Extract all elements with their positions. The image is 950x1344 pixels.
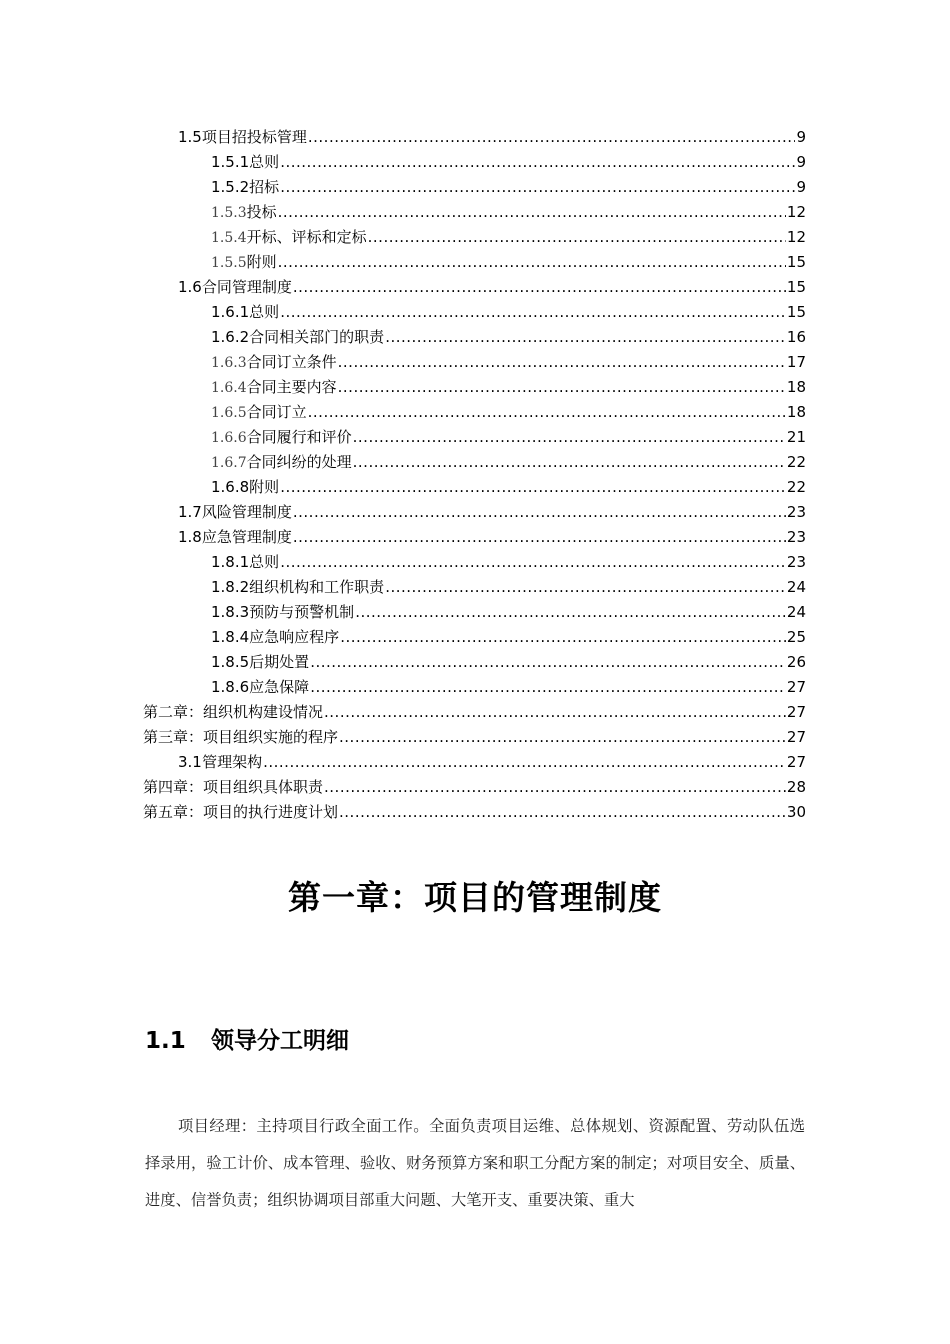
toc-entry-title: 总则 bbox=[249, 303, 280, 321]
toc-entry-number: 1.6.8 bbox=[211, 478, 250, 496]
toc-entry-title: 第五章：项目的执行进度计划 bbox=[143, 803, 339, 821]
toc-entry-page: 26 bbox=[786, 653, 806, 671]
toc-entry-title: 第四章：项目组织具体职责 bbox=[143, 778, 324, 796]
toc-entry-title: 合同相关部门的职责 bbox=[249, 328, 385, 346]
toc-entry-number: 1.5.1 bbox=[211, 153, 250, 171]
table-of-contents bbox=[143, 125, 806, 825]
toc-entry-number: 1.8.4 bbox=[211, 628, 250, 646]
toc-entry-number: 1.6.1 bbox=[211, 303, 250, 321]
toc-dot-leader bbox=[324, 700, 786, 725]
toc-entry-title: 合同订立 bbox=[246, 403, 307, 421]
toc-entry-title: 组织机构和工作职责 bbox=[249, 578, 385, 596]
toc-dot-leader bbox=[310, 675, 786, 700]
toc-dot-leader bbox=[280, 550, 786, 575]
toc-entry-title: 总则 bbox=[249, 553, 280, 571]
section-number: 1.1 bbox=[145, 1028, 186, 1054]
toc-entry-title: 合同履行和评价 bbox=[246, 428, 352, 446]
toc-entry-title: 合同纠纷的处理 bbox=[246, 453, 352, 471]
toc-dot-leader bbox=[385, 325, 786, 350]
toc-entry-title: 招标 bbox=[249, 178, 280, 196]
toc-entry-number: 1.5.2 bbox=[211, 178, 250, 196]
body-paragraph: 项目经理：主持项目行政全面工作。全面负责项目运维、总体规划、资源配置、劳动队伍选择录用，验工计价、成本管理、验收、财务预算方案和职工分配方案的制定；对项目安全、质量、进度、信誉负责；组织协调项目部重大问题、大笔开支、重要决策、重大 bbox=[145, 1117, 805, 1209]
toc-dot-leader bbox=[278, 200, 786, 225]
toc-dot-leader bbox=[278, 250, 786, 275]
toc-entry[interactable] bbox=[143, 475, 806, 500]
toc-entry[interactable] bbox=[143, 500, 806, 525]
toc-entry-number: 1.8.2 bbox=[211, 578, 250, 596]
toc-entry-page: 9 bbox=[796, 128, 806, 146]
toc-entry-number: 1.6.7 bbox=[211, 455, 247, 471]
toc-entry[interactable] bbox=[143, 800, 806, 825]
toc-dot-leader bbox=[339, 725, 786, 750]
toc-entry-page: 23 bbox=[786, 553, 806, 571]
toc-entry-page: 9 bbox=[796, 153, 806, 171]
toc-dot-leader bbox=[263, 750, 786, 775]
toc-entry-title: 合同管理制度 bbox=[201, 278, 292, 296]
toc-entry-page: 27 bbox=[786, 753, 806, 771]
toc-dot-leader bbox=[339, 800, 786, 825]
toc-entry[interactable] bbox=[143, 625, 806, 650]
toc-entry-number: 1.6.2 bbox=[211, 328, 250, 346]
toc-entry-number: 1.5.5 bbox=[211, 255, 247, 271]
toc-entry-page: 15 bbox=[786, 278, 806, 296]
toc-entry-number: 1.6.6 bbox=[211, 430, 247, 446]
toc-entry-page: 24 bbox=[786, 603, 806, 621]
toc-entry-title: 应急管理制度 bbox=[201, 528, 292, 546]
toc-entry-page: 9 bbox=[796, 178, 806, 196]
toc-dot-leader bbox=[310, 650, 786, 675]
toc-dot-leader bbox=[355, 600, 786, 625]
toc-entry[interactable] bbox=[143, 525, 806, 550]
toc-dot-leader bbox=[280, 475, 786, 500]
toc-dot-leader bbox=[338, 350, 786, 375]
toc-entry-number: 1.8 bbox=[178, 528, 202, 546]
chapter-title: 第一章：项目的管理制度 bbox=[288, 878, 662, 917]
toc-entry-page: 12 bbox=[786, 203, 806, 221]
toc-entry[interactable] bbox=[143, 700, 806, 725]
toc-entry-title: 合同主要内容 bbox=[246, 378, 337, 396]
toc-entry[interactable] bbox=[143, 725, 806, 750]
toc-entry-number: 1.6.5 bbox=[211, 405, 247, 421]
toc-entry-number: 1.5.3 bbox=[211, 205, 247, 221]
toc-entry[interactable] bbox=[143, 600, 806, 625]
toc-entry-title: 应急响应程序 bbox=[249, 628, 340, 646]
toc-entry[interactable] bbox=[143, 550, 806, 575]
toc-entry-page: 28 bbox=[786, 778, 806, 796]
toc-entry-number: 1.6 bbox=[178, 278, 202, 296]
toc-entry-title: 应急保障 bbox=[249, 678, 310, 696]
section-heading bbox=[145, 1022, 349, 1055]
toc-dot-leader bbox=[338, 375, 786, 400]
toc-entry-page: 30 bbox=[786, 803, 806, 821]
toc-entry-page: 18 bbox=[786, 378, 806, 396]
toc-entry-number: 1.5 bbox=[178, 128, 202, 146]
toc-entry-number: 1.8.1 bbox=[211, 553, 250, 571]
toc-entry-page: 25 bbox=[786, 628, 806, 646]
toc-entry-page: 18 bbox=[786, 403, 806, 421]
toc-dot-leader bbox=[280, 300, 786, 325]
toc-entry[interactable] bbox=[143, 650, 806, 675]
toc-dot-leader bbox=[293, 500, 786, 525]
toc-entry-page: 15 bbox=[786, 303, 806, 321]
toc-entry-title: 附则 bbox=[249, 478, 280, 496]
toc-entry-page: 15 bbox=[786, 253, 806, 271]
toc-entry-number: 3.1 bbox=[178, 753, 202, 771]
toc-entry[interactable] bbox=[143, 750, 806, 775]
toc-dot-leader bbox=[293, 275, 786, 300]
toc-entry-page: 23 bbox=[786, 503, 806, 521]
toc-entry[interactable] bbox=[143, 125, 806, 150]
toc-entry[interactable] bbox=[143, 400, 806, 425]
toc-entry-number: 1.8.6 bbox=[211, 678, 250, 696]
toc-entry-number: 1.7 bbox=[178, 503, 202, 521]
toc-dot-leader bbox=[368, 225, 786, 250]
toc-dot-leader bbox=[385, 575, 786, 600]
toc-entry[interactable] bbox=[143, 450, 806, 475]
toc-entry-page: 24 bbox=[786, 578, 806, 596]
toc-entry-page: 21 bbox=[786, 428, 806, 446]
toc-entry-page: 16 bbox=[786, 328, 806, 346]
toc-entry[interactable] bbox=[143, 425, 806, 450]
toc-entry[interactable] bbox=[143, 150, 806, 175]
toc-entry[interactable] bbox=[143, 325, 806, 350]
toc-entry-title: 管理架构 bbox=[202, 753, 263, 771]
toc-entry-title: 风险管理制度 bbox=[201, 503, 292, 521]
toc-dot-leader bbox=[340, 625, 786, 650]
toc-entry-number: 1.6.3 bbox=[211, 355, 247, 371]
toc-entry[interactable] bbox=[143, 675, 806, 700]
toc-entry-page: 12 bbox=[786, 228, 806, 246]
toc-entry-title: 预防与预警机制 bbox=[249, 603, 355, 621]
section-title: 领导分工明细 bbox=[211, 1028, 349, 1054]
toc-dot-leader bbox=[293, 525, 786, 550]
toc-entry[interactable] bbox=[143, 225, 806, 250]
toc-entry[interactable] bbox=[143, 575, 806, 600]
toc-entry[interactable] bbox=[143, 300, 806, 325]
toc-entry-number: 1.6.4 bbox=[211, 380, 247, 396]
toc-entry-page: 27 bbox=[786, 678, 806, 696]
toc-entry-page: 22 bbox=[786, 453, 806, 471]
toc-entry-number: 1.8.5 bbox=[211, 653, 250, 671]
toc-entry-title: 总则 bbox=[249, 153, 280, 171]
toc-entry[interactable] bbox=[143, 200, 806, 225]
toc-entry[interactable] bbox=[143, 275, 806, 300]
toc-entry[interactable] bbox=[143, 350, 806, 375]
toc-entry-title: 合同订立条件 bbox=[246, 353, 337, 371]
toc-entry-number: 1.8.3 bbox=[211, 603, 250, 621]
toc-entry[interactable] bbox=[143, 175, 806, 200]
toc-entry[interactable] bbox=[143, 775, 806, 800]
toc-entry-page: 22 bbox=[786, 478, 806, 496]
toc-dot-leader bbox=[353, 425, 786, 450]
toc-dot-leader bbox=[324, 775, 786, 800]
toc-entry-title: 项目招投标管理 bbox=[201, 128, 307, 146]
toc-entry-title: 第二章：组织机构建设情况 bbox=[143, 703, 324, 721]
toc-entry-title: 后期处置 bbox=[249, 653, 310, 671]
toc-dot-leader bbox=[280, 175, 795, 200]
toc-entry-page: 23 bbox=[786, 528, 806, 546]
toc-entry-title: 开标、评标和定标 bbox=[246, 228, 367, 246]
toc-entry-page: 17 bbox=[786, 353, 806, 371]
toc-entry-title: 附则 bbox=[246, 253, 277, 271]
toc-entry-title: 投标 bbox=[246, 203, 277, 221]
toc-entry-number: 1.5.4 bbox=[211, 230, 247, 246]
toc-entry-page: 27 bbox=[786, 703, 806, 721]
toc-dot-leader bbox=[308, 125, 796, 150]
toc-dot-leader bbox=[353, 450, 786, 475]
toc-dot-leader bbox=[308, 400, 786, 425]
toc-entry-page: 27 bbox=[786, 728, 806, 746]
toc-dot-leader bbox=[280, 150, 795, 175]
toc-entry[interactable] bbox=[143, 375, 806, 400]
toc-entry[interactable] bbox=[143, 250, 806, 275]
toc-entry-title: 第三章：项目组织实施的程序 bbox=[143, 728, 339, 746]
